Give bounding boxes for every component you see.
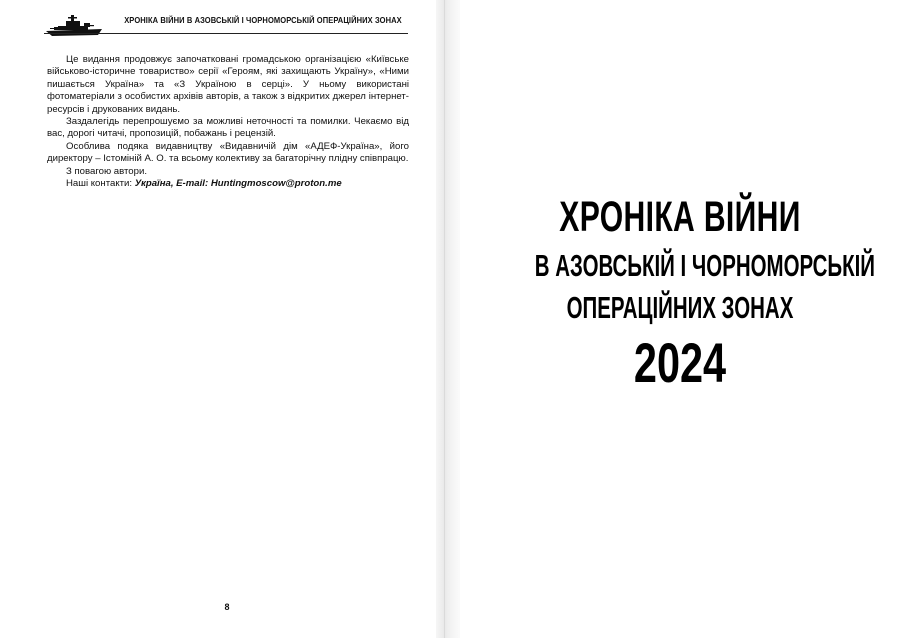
- title-line-2: В АЗОВСЬКІЙ І ЧОРНОМОРСЬКІЙ: [534, 248, 875, 283]
- gutter-line: [444, 0, 445, 638]
- title-line-3: ОПЕРАЦІЙНИХ ЗОНАХ: [566, 290, 794, 325]
- title-line-1: ХРОНІКА ВІЙНИ: [559, 193, 801, 241]
- contacts-label: Наші контакти:: [66, 178, 133, 190]
- contacts-line: [47, 178, 409, 190]
- paragraph: З повагою автори.: [66, 165, 148, 177]
- right-page: [460, 0, 900, 638]
- header-rule: [44, 33, 408, 34]
- running-header-title: ХРОНІКА ВІЙНИ В АЗОВСЬКІЙ І ЧОРНОМОРСЬКІЙ ОПЕРАЦІЙНИХ ЗОНАХ: [124, 16, 402, 25]
- left-page: [0, 0, 438, 638]
- title-block: [460, 192, 900, 396]
- warship-icon: [44, 12, 104, 38]
- paragraph: Заздалегідь перепрошуємо за можливі неточності та помилки. Чекаємо від вас, дорогі читачі, пропозицій, побажань і рецензій.: [47, 116, 409, 140]
- book-gutter: [436, 0, 460, 638]
- title-year: 2024: [633, 331, 727, 394]
- page-number: 8: [224, 602, 230, 612]
- body-text: [47, 54, 409, 190]
- paragraph: Особлива подяка видавництву «Видавничій дім «АДЕФ-Україна», його директору – Істоміній А. О. та всьому колективу за багаторічну плідну співпрацю.: [47, 140, 409, 165]
- contacts-email: Україна, E-mail: Huntingmoscow@proton.me: [134, 178, 342, 190]
- paragraph: Це видання продовжує започатковані громадською організацією «Київське військово-історичне товариство» серії «Героям, які захищають Україну», «Ними пишається Україна» та «З Україною в серці». У ньому використані фотоматеріали з особистих архівів авторів, а також з відкритих джерел інтернет-ресурсів і друкованих видань.: [47, 54, 409, 115]
